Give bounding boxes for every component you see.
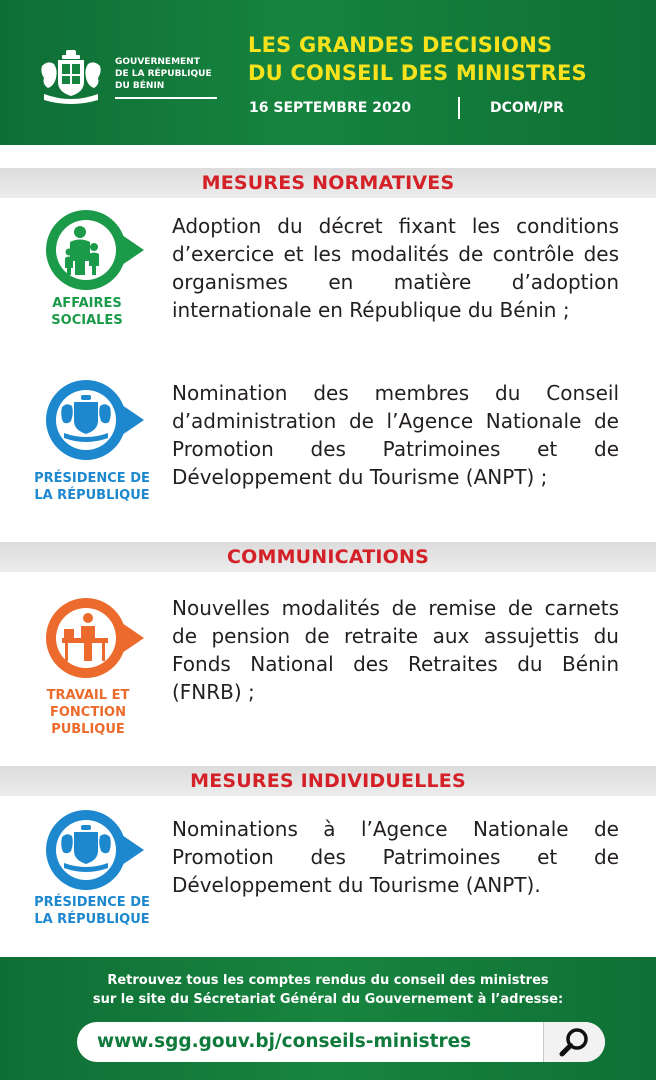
decision-text: Nouvelles modalités de remise de carnets de pension de retraite aux assujettis du Fonds National des Retraites du Bénin (FNRB) ; [172, 596, 619, 704]
government-underline [115, 97, 217, 99]
category-label-line: PRÉSIDENCE DE [34, 895, 150, 910]
section-bar-mesures-individuelles [0, 766, 656, 796]
header-banner [0, 0, 656, 145]
meeting-date: 16 SEPTEMBRE 2020 [249, 100, 412, 116]
category-label-line: FONCTION [50, 705, 126, 720]
category-label-line: LA RÉPUBLIQUE [34, 488, 150, 503]
category-label-line: PRÉSIDENCE DE [34, 471, 150, 486]
worker-desk-icon [40, 593, 145, 683]
category-label-line: SOCIALES [51, 313, 123, 328]
footer-banner [0, 957, 656, 1080]
government-line-1: GOUVERNEMENT [115, 57, 200, 67]
coat-of-arms-icon [40, 805, 145, 895]
decision-text: Nomination des membres du Conseil d’administration de l’Agence Nationale de Promotion des Patrimoines et de Développement du Tourisme (ANPT) ; [172, 381, 619, 489]
government-line-2: DE LA RÉPUBLIQUE [115, 69, 212, 79]
footer-line: Retrouvez tous les comptes rendus du conseil des ministres [107, 973, 549, 988]
benin-coat-of-arms-icon [38, 48, 104, 106]
section-title: MESURES NORMATIVES [201, 172, 455, 194]
category-label [18, 687, 158, 738]
category-label [17, 295, 157, 329]
category-label-line: AFFAIRES [52, 296, 122, 311]
government-name [115, 56, 212, 92]
website-url[interactable]: www.sgg.gouv.bj/conseils-ministres [97, 1031, 472, 1052]
coat-of-arms-icon [40, 375, 145, 465]
source-label: DCOM/PR [490, 100, 564, 116]
footer-line: sur le site du Sécretariat Général du Gouvernement à l’adresse: [92, 992, 564, 1007]
government-line-3: DU BÉNIN [115, 81, 165, 91]
category-label [22, 470, 162, 504]
category-label-line: TRAVAIL ET [46, 688, 130, 703]
page-title-line-1: LES GRANDES DECISIONS [248, 33, 553, 57]
url-search-bar[interactable] [77, 1022, 605, 1062]
section-title: COMMUNICATIONS [226, 546, 430, 568]
family-icon [40, 205, 145, 295]
search-icon [544, 1022, 606, 1062]
page-title [248, 31, 587, 87]
footer-message [0, 971, 656, 1009]
category-label-line: PUBLIQUE [51, 722, 125, 737]
search-button[interactable] [543, 1022, 605, 1062]
date-separator [458, 97, 460, 119]
decision-text: Nominations à l’Agence Nationale de Promotion des Patrimoines et de Développement du Tourisme (ANPT). [172, 817, 619, 897]
page-title-line-2: DU CONSEIL DES MINISTRES [248, 61, 587, 85]
section-title: MESURES INDIVIDUELLES [190, 770, 466, 792]
decision-text: Adoption du décret fixant les conditions d’exercice et les modalités de contrôle des organismes en matière d’adoption internationale en République du Bénin ; [172, 214, 619, 322]
section-bar-mesures-normatives [0, 168, 656, 198]
section-bar-communications [0, 542, 656, 572]
category-label [22, 894, 162, 928]
category-label-line: LA RÉPUBLIQUE [34, 912, 150, 927]
